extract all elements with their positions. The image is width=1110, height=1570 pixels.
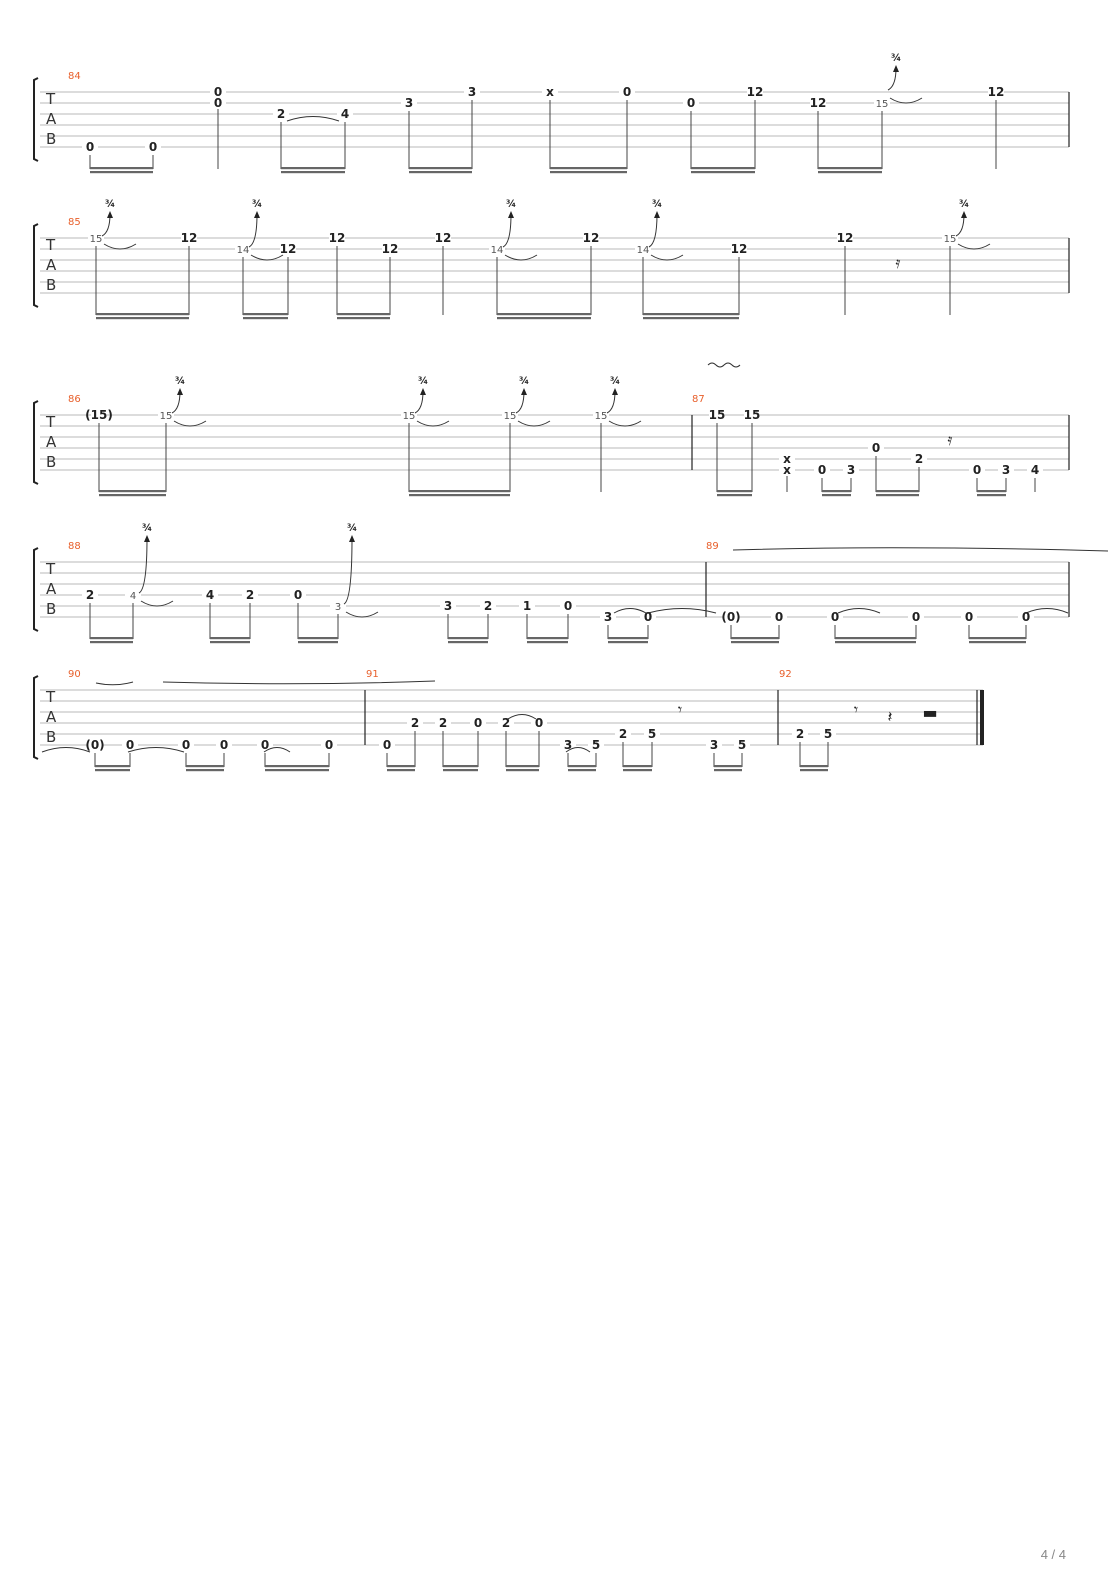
fret-number: 15 bbox=[594, 411, 608, 422]
note-beam bbox=[443, 765, 478, 767]
note-beam bbox=[731, 637, 779, 639]
bend-label: ¾ bbox=[346, 523, 358, 534]
tab-clef-letter: B bbox=[46, 600, 57, 618]
note-beam bbox=[800, 769, 828, 771]
fret-number: 2 bbox=[276, 107, 286, 121]
fret-number: 3 bbox=[846, 463, 856, 477]
fret-number: 0 bbox=[622, 85, 632, 99]
note-beam bbox=[714, 765, 742, 767]
note-beam bbox=[96, 313, 189, 315]
tab-clef bbox=[45, 560, 57, 618]
fret-number: 12 bbox=[180, 231, 198, 245]
bend-mark bbox=[956, 211, 990, 249]
note-beam bbox=[876, 490, 919, 492]
bend-arrow bbox=[893, 65, 899, 72]
fret-number: 0 bbox=[972, 463, 982, 477]
final-bar-line bbox=[980, 690, 984, 745]
fret-number: 2 bbox=[618, 727, 628, 741]
bend-arrow bbox=[420, 388, 426, 395]
tie-arc bbox=[518, 421, 550, 426]
fret-number: 12 bbox=[582, 231, 600, 245]
fret-number: 0 bbox=[382, 738, 392, 752]
tab-marks bbox=[42, 65, 1108, 771]
note-beam bbox=[186, 769, 224, 771]
bend-arrow bbox=[144, 535, 150, 542]
tie-arc bbox=[609, 421, 641, 426]
bend-curve bbox=[503, 214, 511, 247]
tab-clef-letter: T bbox=[46, 413, 56, 431]
bend-mark bbox=[344, 535, 378, 617]
tie-arc bbox=[890, 98, 922, 103]
fret-number: 3 bbox=[603, 610, 613, 624]
fret-number: 3 bbox=[467, 85, 477, 99]
bend-label: ¾ bbox=[958, 199, 970, 210]
let-ring-line bbox=[163, 681, 435, 684]
fret-number: 0 bbox=[324, 738, 334, 752]
fret-number: 2 bbox=[245, 588, 255, 602]
fret-number: 15 bbox=[943, 234, 957, 245]
tie-arc bbox=[505, 255, 537, 260]
note-beam bbox=[608, 637, 648, 639]
note-beam bbox=[800, 765, 828, 767]
vibrato-mark bbox=[708, 363, 740, 367]
fret-number: 12 bbox=[746, 85, 764, 99]
note-beam bbox=[95, 769, 130, 771]
tab-clef-letter: A bbox=[46, 256, 57, 274]
note-beam bbox=[409, 494, 510, 496]
fret-number: 15 bbox=[89, 234, 103, 245]
tab-clef bbox=[45, 90, 57, 148]
fret-number: 0 bbox=[213, 85, 223, 99]
note-beam bbox=[337, 317, 390, 319]
fret-number: (0) bbox=[721, 610, 741, 624]
fret-number: 15 bbox=[159, 411, 173, 422]
fret-number: x bbox=[546, 85, 554, 99]
bend-arrow bbox=[521, 388, 527, 395]
fret-number: 2 bbox=[914, 452, 924, 466]
fret-number: 0 bbox=[219, 738, 229, 752]
fret-number: 3 bbox=[443, 599, 453, 613]
note-beam bbox=[337, 313, 390, 315]
fret-number: 0 bbox=[817, 463, 827, 477]
fret-number: 3 bbox=[709, 738, 719, 752]
tab-clef-letter: A bbox=[46, 433, 57, 451]
fret-number: 0 bbox=[964, 610, 974, 624]
note-beam bbox=[409, 171, 472, 173]
fret-number: 12 bbox=[381, 242, 399, 256]
measure-number: 89 bbox=[706, 541, 719, 552]
measure-number: 92 bbox=[779, 669, 792, 680]
note-beam bbox=[298, 637, 338, 639]
note-beam bbox=[568, 769, 596, 771]
bend-mark bbox=[607, 388, 641, 426]
note-beam bbox=[506, 765, 539, 767]
fret-number: 4 bbox=[1030, 463, 1040, 477]
fret-number: 2 bbox=[795, 727, 805, 741]
bend-curve bbox=[249, 214, 257, 247]
note-beam bbox=[835, 637, 916, 639]
note-beam bbox=[623, 769, 652, 771]
note-beam bbox=[96, 317, 189, 319]
bend-mark bbox=[102, 211, 136, 249]
note-beam bbox=[835, 641, 916, 643]
note-beam bbox=[281, 167, 345, 169]
fret-number: 0 bbox=[85, 140, 95, 154]
fret-number: 3 bbox=[1001, 463, 1011, 477]
note-beam bbox=[210, 637, 250, 639]
note-beam bbox=[550, 171, 627, 173]
fret-number: x bbox=[783, 452, 791, 466]
fret-number: 12 bbox=[836, 231, 854, 245]
fret-number: 0 bbox=[830, 610, 840, 624]
note-beam bbox=[387, 769, 415, 771]
note-beam bbox=[717, 494, 752, 496]
tab-clef-letter: B bbox=[46, 453, 57, 471]
note-beam bbox=[265, 769, 329, 771]
note-beam bbox=[506, 769, 539, 771]
note-beam bbox=[497, 313, 591, 315]
fret-number: 0 bbox=[125, 738, 135, 752]
fret-number: 0 bbox=[871, 441, 881, 455]
fret-number: 15 bbox=[402, 411, 416, 422]
fret-number: 2 bbox=[410, 716, 420, 730]
tie-arc bbox=[141, 601, 173, 606]
fret-number: 0 bbox=[148, 140, 158, 154]
fret-number: 4 bbox=[205, 588, 215, 602]
page-number: 4 / 4 bbox=[1040, 1547, 1066, 1562]
note-beam bbox=[527, 637, 568, 639]
tab-clef-letter: T bbox=[46, 560, 56, 578]
rest-symbol: 𝄿 bbox=[895, 253, 901, 272]
fret-number: 12 bbox=[279, 242, 297, 256]
tab-texts bbox=[68, 53, 1039, 752]
note-beam bbox=[714, 769, 742, 771]
fret-number: 3 bbox=[404, 96, 414, 110]
measure-number: 85 bbox=[68, 217, 81, 228]
note-beam bbox=[409, 490, 510, 492]
note-beam bbox=[90, 641, 133, 643]
tab-clef-letter: T bbox=[46, 236, 56, 254]
bend-label: ¾ bbox=[609, 376, 621, 387]
tie-arc bbox=[958, 244, 990, 249]
measure-number: 91 bbox=[366, 669, 379, 680]
fret-number: 12 bbox=[809, 96, 827, 110]
tie-arc bbox=[651, 255, 683, 260]
bend-label: ¾ bbox=[890, 53, 902, 64]
note-beam bbox=[568, 765, 596, 767]
fret-number: 2 bbox=[85, 588, 95, 602]
fret-number: 1 bbox=[522, 599, 532, 613]
note-beam bbox=[643, 317, 739, 319]
bend-arrow bbox=[254, 211, 260, 218]
fret-number: 0 bbox=[181, 738, 191, 752]
tab-clef-letter: B bbox=[46, 276, 57, 294]
bend-arrow bbox=[177, 388, 183, 395]
fret-number: 0 bbox=[563, 599, 573, 613]
note-beam bbox=[691, 167, 755, 169]
fret-number: 0 bbox=[911, 610, 921, 624]
tie-arc bbox=[287, 117, 339, 122]
note-beam bbox=[977, 490, 1006, 492]
note-beam bbox=[527, 641, 568, 643]
note-beam bbox=[822, 494, 851, 496]
fret-number: 0 bbox=[686, 96, 696, 110]
note-beam bbox=[298, 641, 338, 643]
note-beam bbox=[99, 490, 166, 492]
bend-label: ¾ bbox=[251, 199, 263, 210]
fret-number: 0 bbox=[1021, 610, 1031, 624]
fret-number: 12 bbox=[730, 242, 748, 256]
fret-number: 5 bbox=[737, 738, 747, 752]
rest-symbol: 𝄽 bbox=[887, 707, 893, 726]
fret-number: 0 bbox=[643, 610, 653, 624]
measure-number: 87 bbox=[692, 394, 705, 405]
tie-arc bbox=[346, 612, 378, 617]
fret-number: 5 bbox=[823, 727, 833, 741]
fret-number: 0 bbox=[774, 610, 784, 624]
note-beam bbox=[608, 641, 648, 643]
bend-curve bbox=[139, 538, 147, 593]
bend-mark bbox=[888, 65, 922, 103]
bend-label: ¾ bbox=[417, 376, 429, 387]
tab-clef-letter: A bbox=[46, 708, 57, 726]
note-beam bbox=[90, 637, 133, 639]
note-beam bbox=[969, 637, 1026, 639]
tab-staves bbox=[34, 78, 1069, 759]
fret-number: 14 bbox=[636, 245, 650, 256]
note-beam bbox=[265, 765, 329, 767]
bend-arrow bbox=[654, 211, 660, 218]
bend-mark bbox=[503, 211, 537, 260]
measure-number: 84 bbox=[68, 71, 81, 82]
measure-number: 88 bbox=[68, 541, 81, 552]
tab-clef-letter: A bbox=[46, 580, 57, 598]
bend-arrow bbox=[612, 388, 618, 395]
bend-arrow bbox=[349, 535, 355, 542]
tie-arc bbox=[104, 244, 136, 249]
note-beam bbox=[717, 490, 752, 492]
note-beam bbox=[876, 494, 919, 496]
fret-number: 3 bbox=[563, 738, 573, 752]
note-beam bbox=[210, 641, 250, 643]
note-beam bbox=[822, 490, 851, 492]
bend-mark bbox=[516, 388, 550, 426]
note-beam bbox=[243, 317, 288, 319]
fret-number: 0 bbox=[213, 96, 223, 110]
tie-arc bbox=[417, 421, 449, 426]
tie-arc bbox=[42, 748, 90, 753]
system-bracket bbox=[34, 548, 38, 631]
tab-clef-letter: B bbox=[46, 728, 57, 746]
fret-number: 15 bbox=[743, 408, 761, 422]
fret-number: 14 bbox=[490, 245, 504, 256]
let-ring-line bbox=[733, 548, 1108, 551]
tab-clef-letter: T bbox=[46, 90, 56, 108]
note-beam bbox=[969, 641, 1026, 643]
fret-number: 0 bbox=[534, 716, 544, 730]
rest-symbol: ▬ bbox=[922, 703, 938, 722]
fret-number: 3 bbox=[334, 602, 342, 613]
let-ring-line bbox=[96, 682, 133, 685]
tie-arc bbox=[838, 609, 880, 614]
fret-number: 15 bbox=[708, 408, 726, 422]
note-beam bbox=[387, 765, 415, 767]
note-beam bbox=[818, 167, 882, 169]
bend-arrow bbox=[107, 211, 113, 218]
note-beam bbox=[643, 313, 739, 315]
fret-number: 12 bbox=[434, 231, 452, 245]
fret-number: (0) bbox=[85, 738, 105, 752]
note-beam bbox=[550, 167, 627, 169]
fret-number: 4 bbox=[129, 591, 137, 602]
fret-number: 2 bbox=[483, 599, 493, 613]
fret-number: 15 bbox=[503, 411, 517, 422]
tie-arc bbox=[251, 255, 283, 260]
bend-mark bbox=[172, 388, 206, 426]
fret-number: 14 bbox=[236, 245, 250, 256]
note-beam bbox=[448, 641, 488, 643]
tab-clef-letter: A bbox=[46, 110, 57, 128]
bend-label: ¾ bbox=[651, 199, 663, 210]
tab-clef bbox=[45, 413, 57, 471]
fret-number: 4 bbox=[340, 107, 350, 121]
note-beam bbox=[818, 171, 882, 173]
note-beam bbox=[186, 765, 224, 767]
note-beam bbox=[497, 317, 591, 319]
note-beam bbox=[731, 641, 779, 643]
note-beam bbox=[443, 769, 478, 771]
fret-number: 12 bbox=[987, 85, 1005, 99]
rest-symbol: 𝄿 bbox=[947, 430, 953, 449]
fret-number: 5 bbox=[591, 738, 601, 752]
note-beam bbox=[281, 171, 345, 173]
bend-mark bbox=[415, 388, 449, 426]
fret-number: 2 bbox=[501, 716, 511, 730]
bend-label: ¾ bbox=[141, 523, 153, 534]
measure-number: 90 bbox=[68, 669, 81, 680]
bend-arrow bbox=[508, 211, 514, 218]
bend-arrow bbox=[961, 211, 967, 218]
tab-clef bbox=[45, 688, 57, 746]
fret-number: 0 bbox=[260, 738, 270, 752]
bend-mark bbox=[249, 211, 283, 260]
note-beam bbox=[409, 167, 472, 169]
note-beam bbox=[99, 494, 166, 496]
tab-clef-letter: B bbox=[46, 130, 57, 148]
bend-label: ¾ bbox=[104, 199, 116, 210]
system-bracket bbox=[34, 78, 38, 161]
note-beam bbox=[95, 765, 130, 767]
bend-curve bbox=[649, 214, 657, 247]
measure-number: 86 bbox=[68, 394, 81, 405]
note-beam bbox=[977, 494, 1006, 496]
tie-arc bbox=[174, 421, 206, 426]
tab-clef-letter: T bbox=[46, 688, 56, 706]
bend-label: ¾ bbox=[505, 199, 517, 210]
fret-number: x bbox=[783, 463, 791, 477]
fret-number: 15 bbox=[875, 99, 889, 110]
fret-number: 12 bbox=[328, 231, 346, 245]
note-beam bbox=[90, 167, 153, 169]
note-beam bbox=[623, 765, 652, 767]
tab-clef bbox=[45, 236, 57, 294]
system-bracket bbox=[34, 676, 38, 759]
system-bracket bbox=[34, 401, 38, 484]
fret-number: 5 bbox=[647, 727, 657, 741]
rest-symbol: 𝄾 bbox=[677, 700, 683, 719]
fret-number: 0 bbox=[473, 716, 483, 730]
bend-mark bbox=[649, 211, 683, 260]
bend-label: ¾ bbox=[518, 376, 530, 387]
fret-number: 0 bbox=[293, 588, 303, 602]
note-beam bbox=[691, 171, 755, 173]
rest-symbol: 𝄾 bbox=[853, 700, 859, 719]
note-beam bbox=[90, 171, 153, 173]
system-bracket bbox=[34, 224, 38, 307]
fret-number: (15) bbox=[85, 408, 113, 422]
note-beam bbox=[243, 313, 288, 315]
bend-curve bbox=[344, 538, 352, 604]
note-beam bbox=[448, 637, 488, 639]
bend-label: ¾ bbox=[174, 376, 186, 387]
fret-number: 2 bbox=[438, 716, 448, 730]
